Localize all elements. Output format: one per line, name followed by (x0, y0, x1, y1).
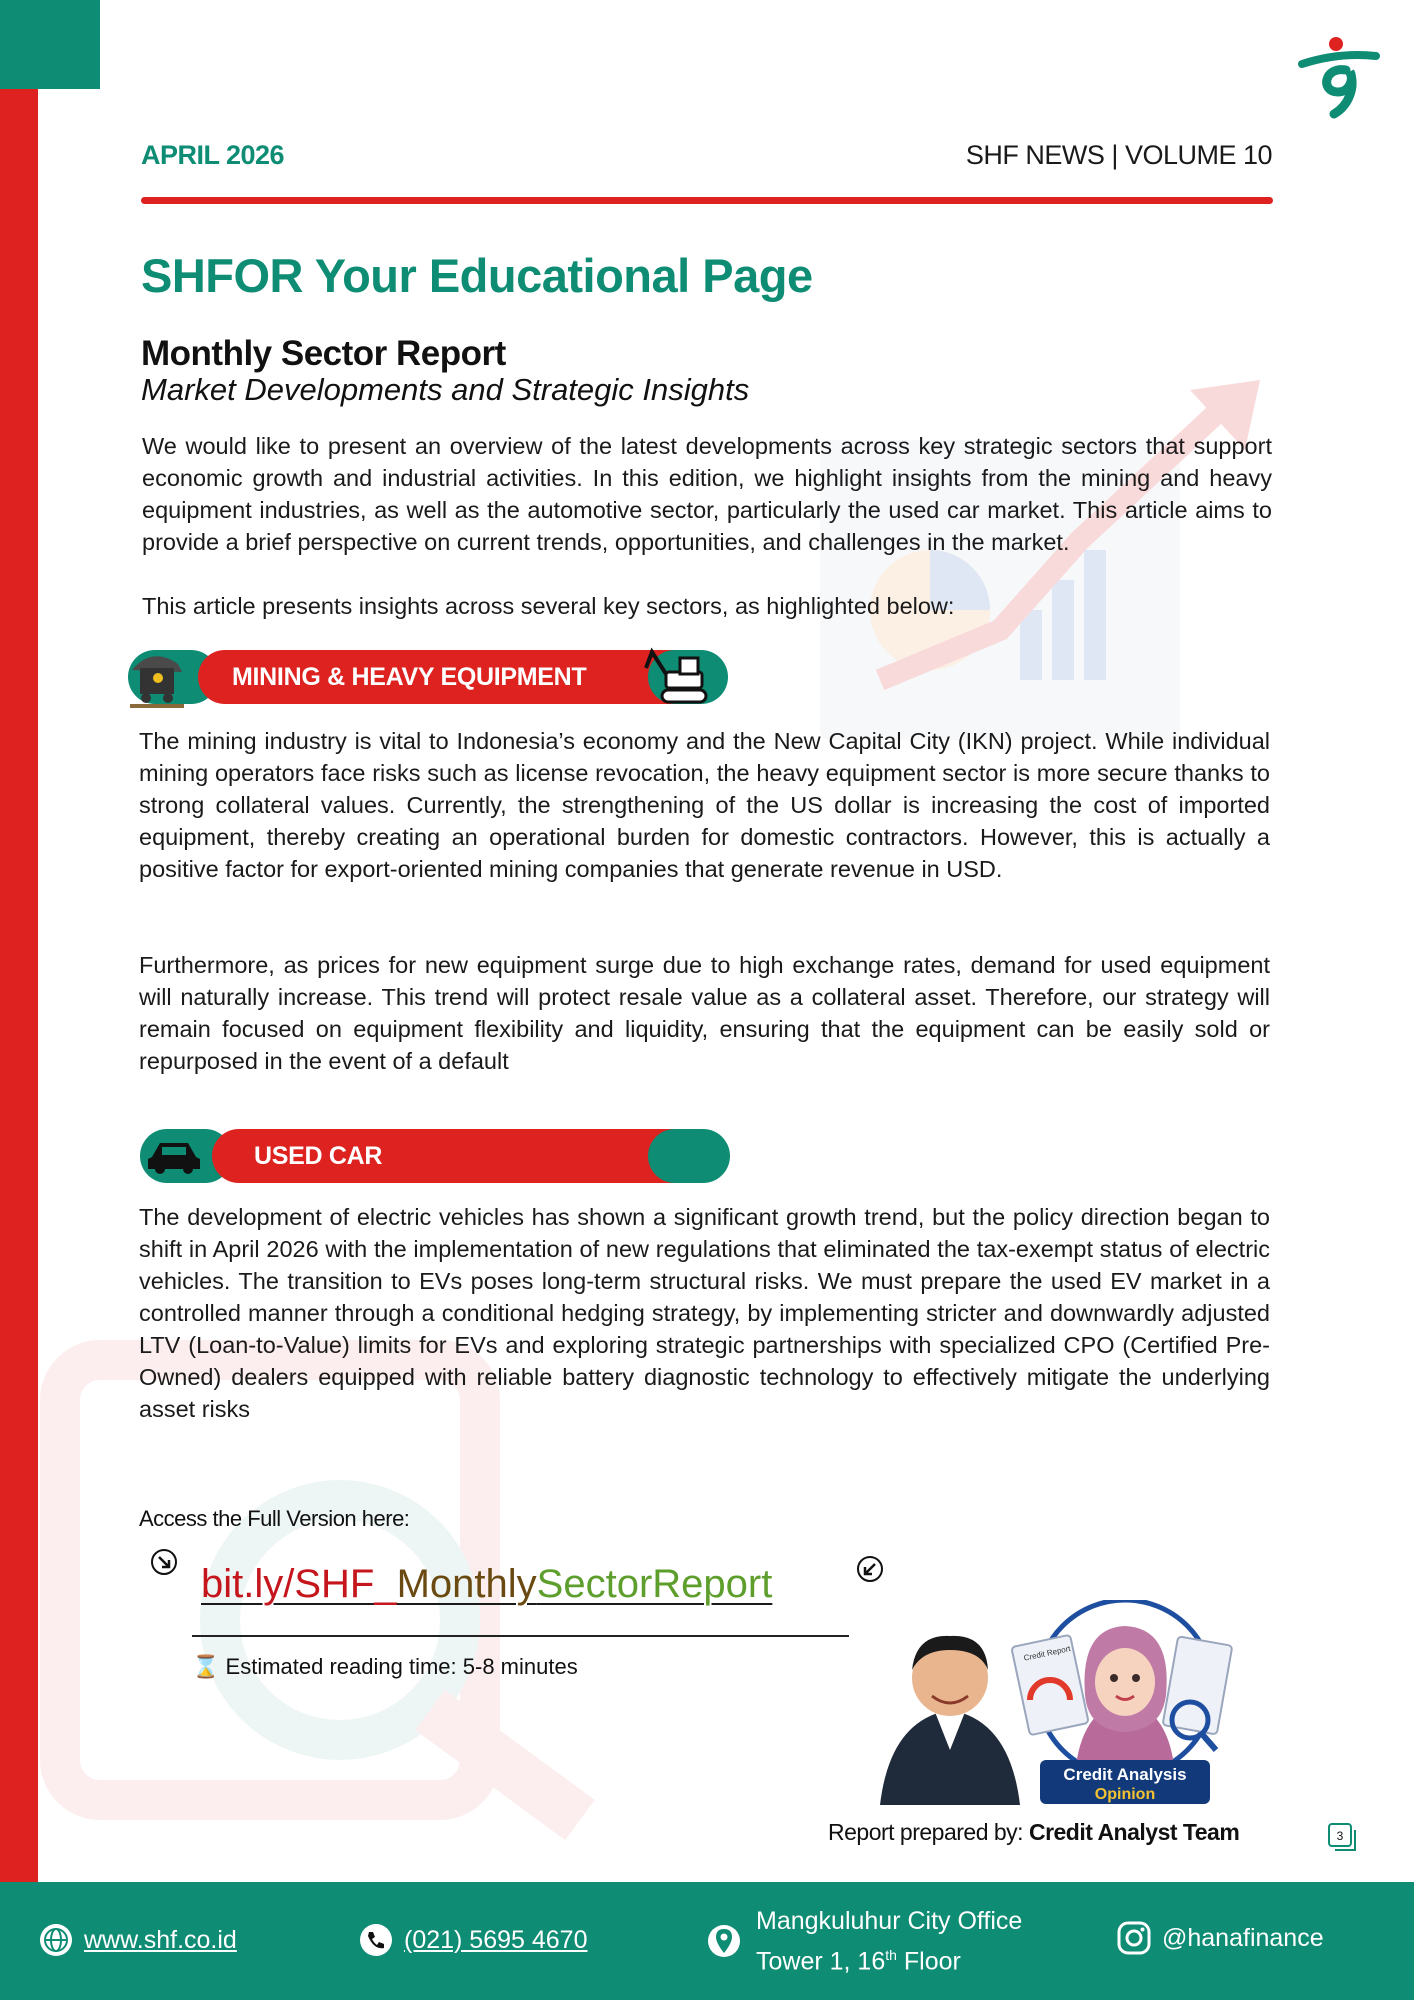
mining-paragraph-1: The mining industry is vital to Indonesia’s economy and the New Capital City (IKN) project. While individual mining operators face risks such as license revocation, the heavy equipment sector is more secure thanks to strong collateral values. Currently, the strengthening of the US dollar is increasing the cost of imported equipment, thereby creating an operational burden for domestic contractors. However, this is actually a positive factor for export-oriented mining companies that generate revenue in USD. (139, 728, 1270, 882)
header-divider (141, 197, 1273, 204)
page-number: 3 (1336, 1829, 1344, 1843)
section-label-mining: MINING & HEAVY EQUIPMENT (232, 663, 587, 691)
arrow-down-left-icon (856, 1555, 884, 1583)
section-banner-mining (128, 650, 728, 704)
link-part-1[interactable]: bit.ly/SHF_ (201, 1562, 397, 1606)
section-banner-used-car (140, 1129, 730, 1183)
badge-line-1: Credit Analysis (1063, 1765, 1187, 1784)
intro-lead-in: This article presents insights across several key sectors, as highlighted below: (142, 593, 955, 619)
footer-social[interactable] (1116, 1920, 1324, 1956)
access-label: Access the Full Version here: (139, 1506, 410, 1531)
mining-cart-icon (122, 642, 192, 712)
footer (0, 1882, 1414, 2000)
badge-line-2: Opinion (1094, 1786, 1156, 1803)
reading-time-text: Estimated reading time: 5-8 minutes (225, 1654, 578, 1679)
instagram-icon (1116, 1920, 1152, 1956)
section-label-used-car: USED CAR (254, 1142, 383, 1170)
issue-date: APRIL 2026 (141, 140, 285, 170)
phone-link[interactable]: (021) 5695 4670 (404, 1925, 588, 1954)
location-pin-icon (706, 1923, 742, 1959)
full-version-link[interactable] (201, 1562, 772, 1607)
page-title: SHFOR Your Educational Page (141, 249, 813, 302)
mining-paragraph-2: Furthermore, as prices for new equipment surge due to high exchange rates, demand for used equipment will naturally increase. This trend will protect resale value as a collateral asset. Therefore, our strategy will remain focused on equipment flexibility and liquidity, ensuring that the equipment can be easily sold or repurposed in the event of a default (139, 952, 1270, 1074)
prepared-by-team: Credit Analyst Team (1028, 1819, 1240, 1845)
used-car-paragraph: The development of electric vehicles has shown a significant growth trend, but the policy direction began to shift in April 2026 with the implementation of new regulations that eliminated the tax-exempt status of electric vehicles. The transition to EVs poses long-term structural risks. We must prepare the used EV market in a controlled manner through a conditional hedging strategy, by implementing stricter and downwardly adjusted LTV (Loan-to-Value) limits for EVs and exploring strategic partnerships with specialized CPO (Certified Pre-Owned) dealers equipped with reliable battery diagnostic technology to effectively mitigate the underlying asset risks (139, 1204, 1270, 1422)
office-line-1: Mangkuluhur City Office (756, 1907, 1023, 1935)
report-title: Monthly Sector Report (141, 334, 506, 373)
car-icon (146, 1139, 202, 1175)
hourglass-icon: ⌛ (192, 1654, 220, 1679)
prepared-by-prefix: Report prepared by: (828, 1819, 1029, 1845)
hana-logo (1294, 30, 1384, 120)
intro-paragraph: We would like to present an overview of the latest developments across key strategic sectors that support economic growth and industrial activities. In this edition, we highlight insights from the mining and heavy equipment industries, as well as the automotive sector, particularly the used car market. This article aims to provide a brief perspective on current trends, opportunities, and challenges in the market. (142, 433, 1272, 555)
side-accent-bar (0, 89, 38, 1882)
footer-website[interactable] (38, 1922, 237, 1958)
banner-right-cap (648, 1129, 730, 1183)
globe-icon (38, 1922, 74, 1958)
website-link[interactable]: www.shf.co.id (84, 1925, 237, 1954)
document-label: Credit Report (1022, 1644, 1072, 1663)
link-part-3[interactable]: SectorReport (536, 1562, 773, 1606)
analyst-avatars-illustration (880, 1600, 1240, 1805)
reading-time (192, 1654, 578, 1680)
link-underline-rule (192, 1635, 849, 1637)
footer-office (706, 1904, 1022, 1978)
social-handle[interactable]: @hanafinance (1162, 1923, 1324, 1952)
footer-phone[interactable] (358, 1922, 587, 1958)
issue-volume: SHF NEWS | VOLUME 10 (965, 140, 1272, 170)
report-subtitle: Market Developments and Strategic Insights (141, 372, 750, 407)
corner-accent (0, 0, 100, 89)
link-part-2[interactable]: Monthly (396, 1562, 537, 1606)
prepared-by (828, 1819, 1239, 1846)
arrow-down-right-icon (150, 1548, 178, 1576)
excavator-icon (644, 644, 714, 708)
page-copy-icon (1327, 1822, 1357, 1852)
phone-icon (358, 1922, 394, 1958)
office-line-2: Tower 1, 16th Floor (756, 1947, 961, 1976)
